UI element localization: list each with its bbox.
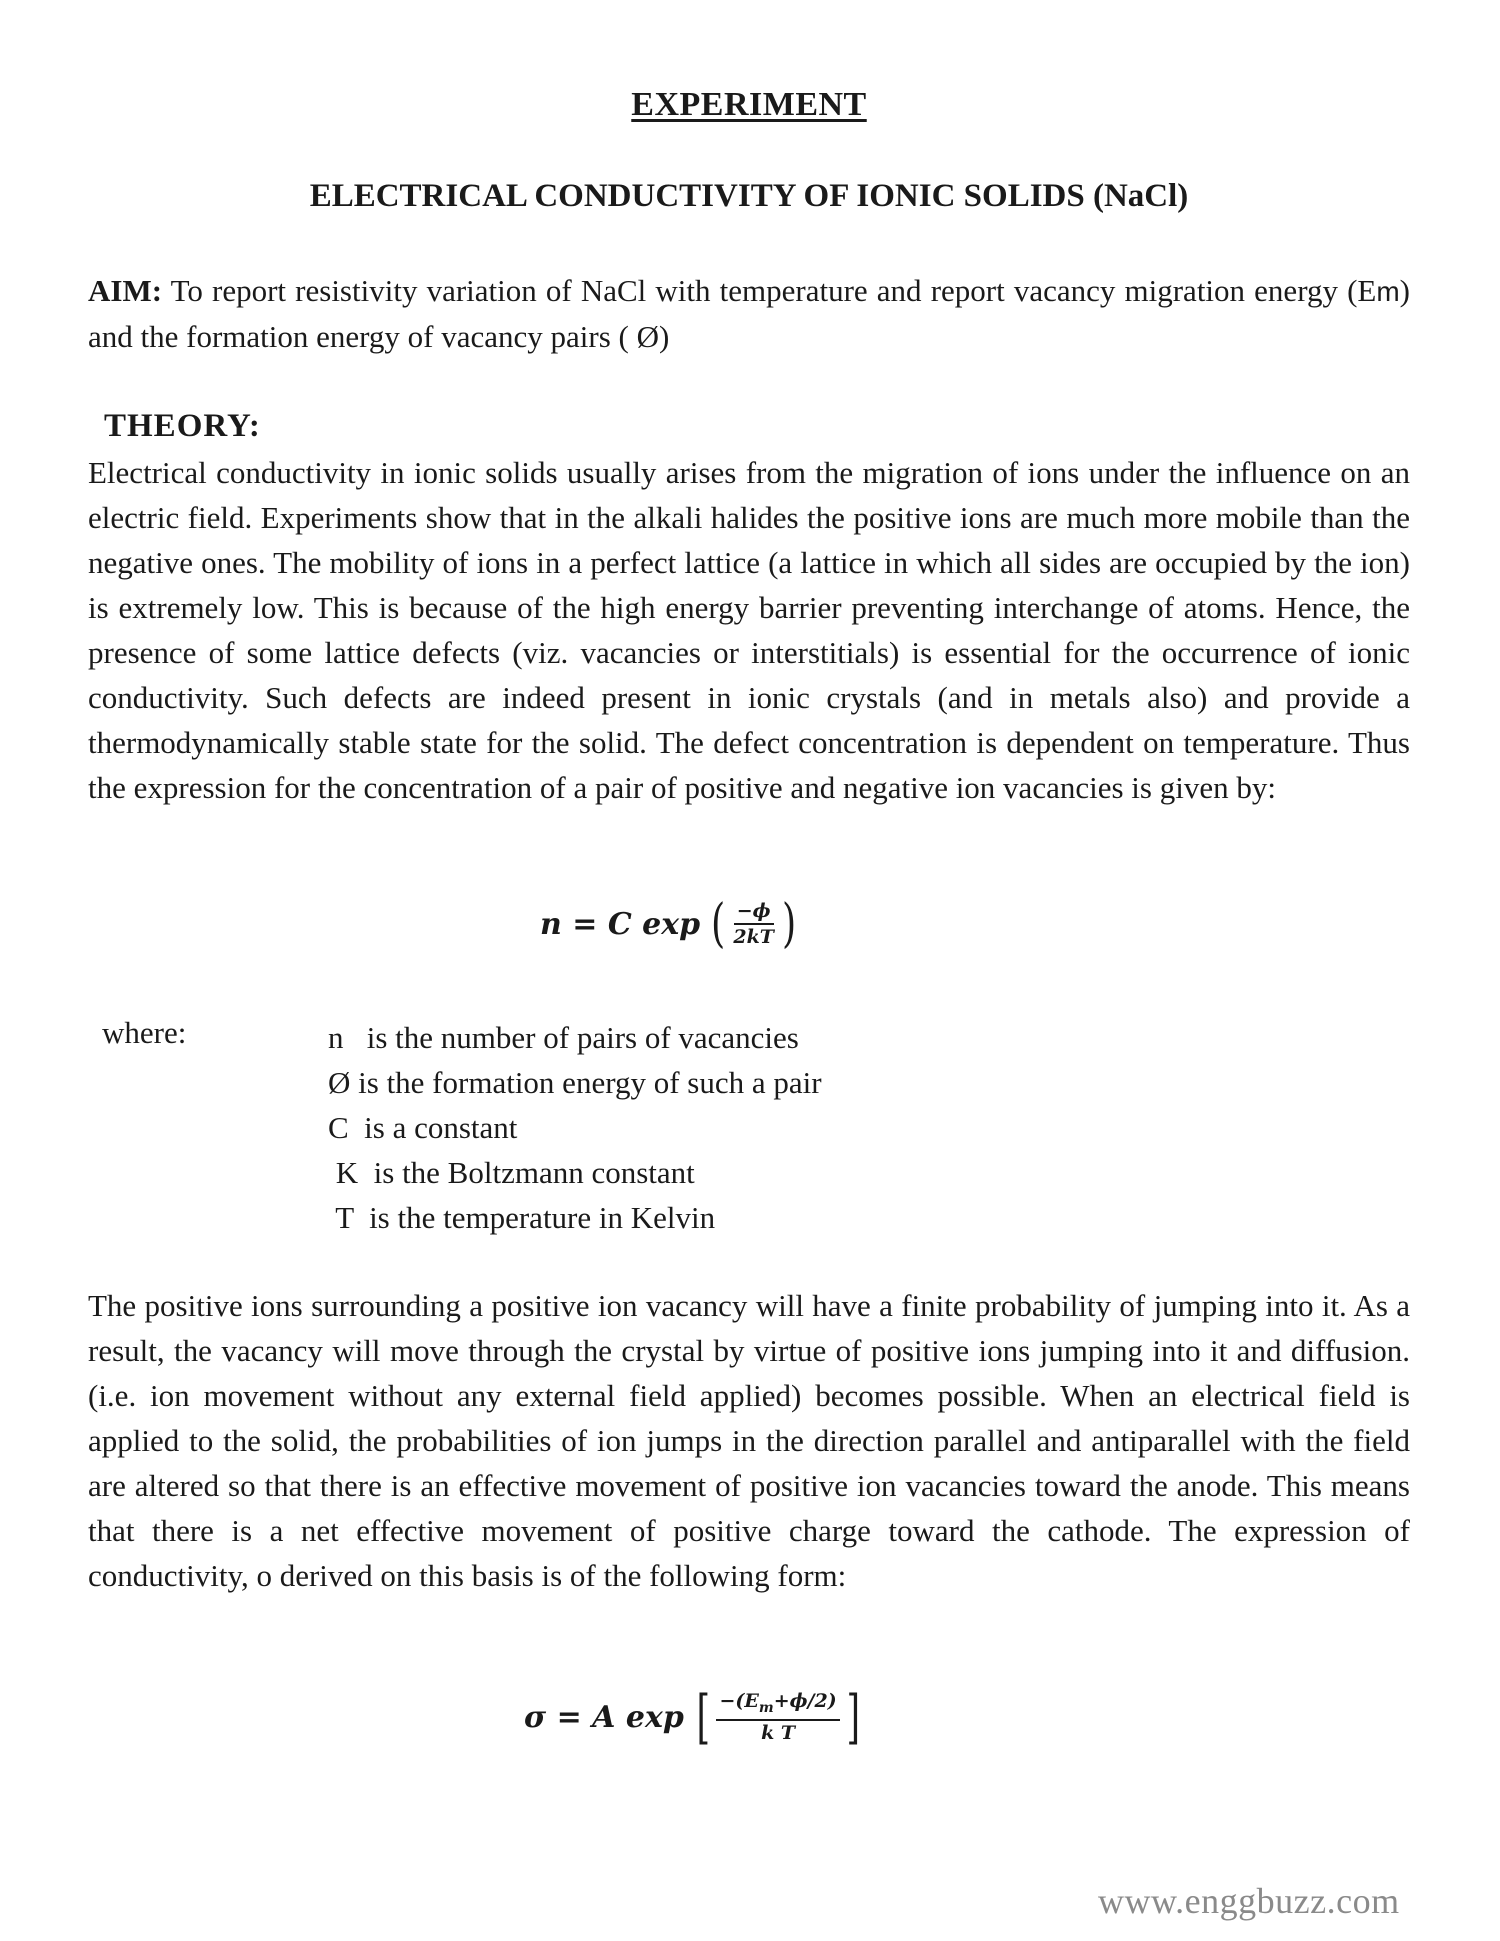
aim-label: AIM: [88,273,163,308]
aim-text-part2: ) and the formation energy of vacancy pairs ( Ø) [88,273,1410,354]
equation2-lhs: σ = A exp [524,1699,684,1735]
document-subtitle: ELECTRICAL CONDUCTIVITY OF IONIC SOLIDS (NaCl) [309,178,1189,214]
equation1-lhs: n = C exp [540,906,701,942]
equation2-numerator-prefix: −(E [719,1689,759,1712]
equation1-numerator: −ϕ [734,900,774,925]
equation2-left-bracket: [ [696,1683,710,1751]
equation2-right-bracket: ] [846,1683,860,1751]
equation-conductivity [524,1683,864,1751]
definition-n: n is the number of pairs of vacancies [328,1020,799,1055]
theory-paragraph-1: Electrical conductivity in ionic solids usually arises from the migration of ions under the influence on an electric field. Experiments show that in the alkali halides the positive ions are much more mobile than the negative ones. The mobility of ions in a perfect lattice (a lattice in which all sides are occupied by the ion) is extremely low. This is because of the high energy barrier preventing interchange of atoms. Hence, the presence of some lattice defects (viz. vacancies or interstitials) is essential for the occurrence of ionic conductivity. Such defects are indeed present in ionic crystals (and in metals also) and provide a thermodynamically stable state for the solid. The defect concentration is dependent on temperature. Thus the expression for the concentration of a pair of positive and negative ion vacancies is given by: [88,455,1410,805]
equation2-numerator-suffix: +ϕ/2) [773,1689,837,1712]
variable-definitions-list [328,1015,822,1240]
definition-t: T is the temperature in Kelvin [328,1200,716,1235]
equation1-denominator: 2kT [733,926,774,948]
definition-k: K is the Boltzmann constant [328,1155,695,1190]
aim-section [88,268,1410,359]
equation2-fraction [716,1690,839,1745]
equation2-numerator-subscript: m [758,1699,774,1716]
watermark-text: www.enggbuzz.com [1098,1881,1400,1921]
definition-c: C is a constant [328,1110,518,1145]
equation1-left-paren: ( [711,894,726,954]
aim-text-part1: To report resistivity variation of NaCl with temperature and report vacancy migration energy (E [162,273,1377,308]
equation-vacancy-concentration [540,894,799,954]
equation2-numerator [716,1690,839,1722]
equation1-fraction [730,900,777,948]
theory-heading: THEORY: [104,408,261,444]
equation2-denominator: k T [761,1722,796,1745]
where-label: where: [102,1015,187,1050]
equation1-right-paren: ) [781,894,797,954]
aim-subscript-m: m [1376,276,1400,307]
theory-paragraph-2: The positive ions surrounding a positive ion vacancy will have a finite probability of jumping into it. As a result, the vacancy will move through the crystal by virtue of positive ions jumping into it and diffusion.(i.e. ion movement without any external field applied) becomes possible. When an electrical field is applied to the solid, the probabilities of ion jumps in the direction parallel and antiparallel with the field are altered so that there is an effective movement of positive ion vacancies toward the anode. This means that there is a net effective movement of positive charge toward the cathode. The expression of conductivity, o derived on this basis is of the following form: [88,1288,1410,1593]
document-title: EXPERIMENT [631,86,867,123]
definition-phi: Ø is the formation energy of such a pair [328,1065,822,1100]
